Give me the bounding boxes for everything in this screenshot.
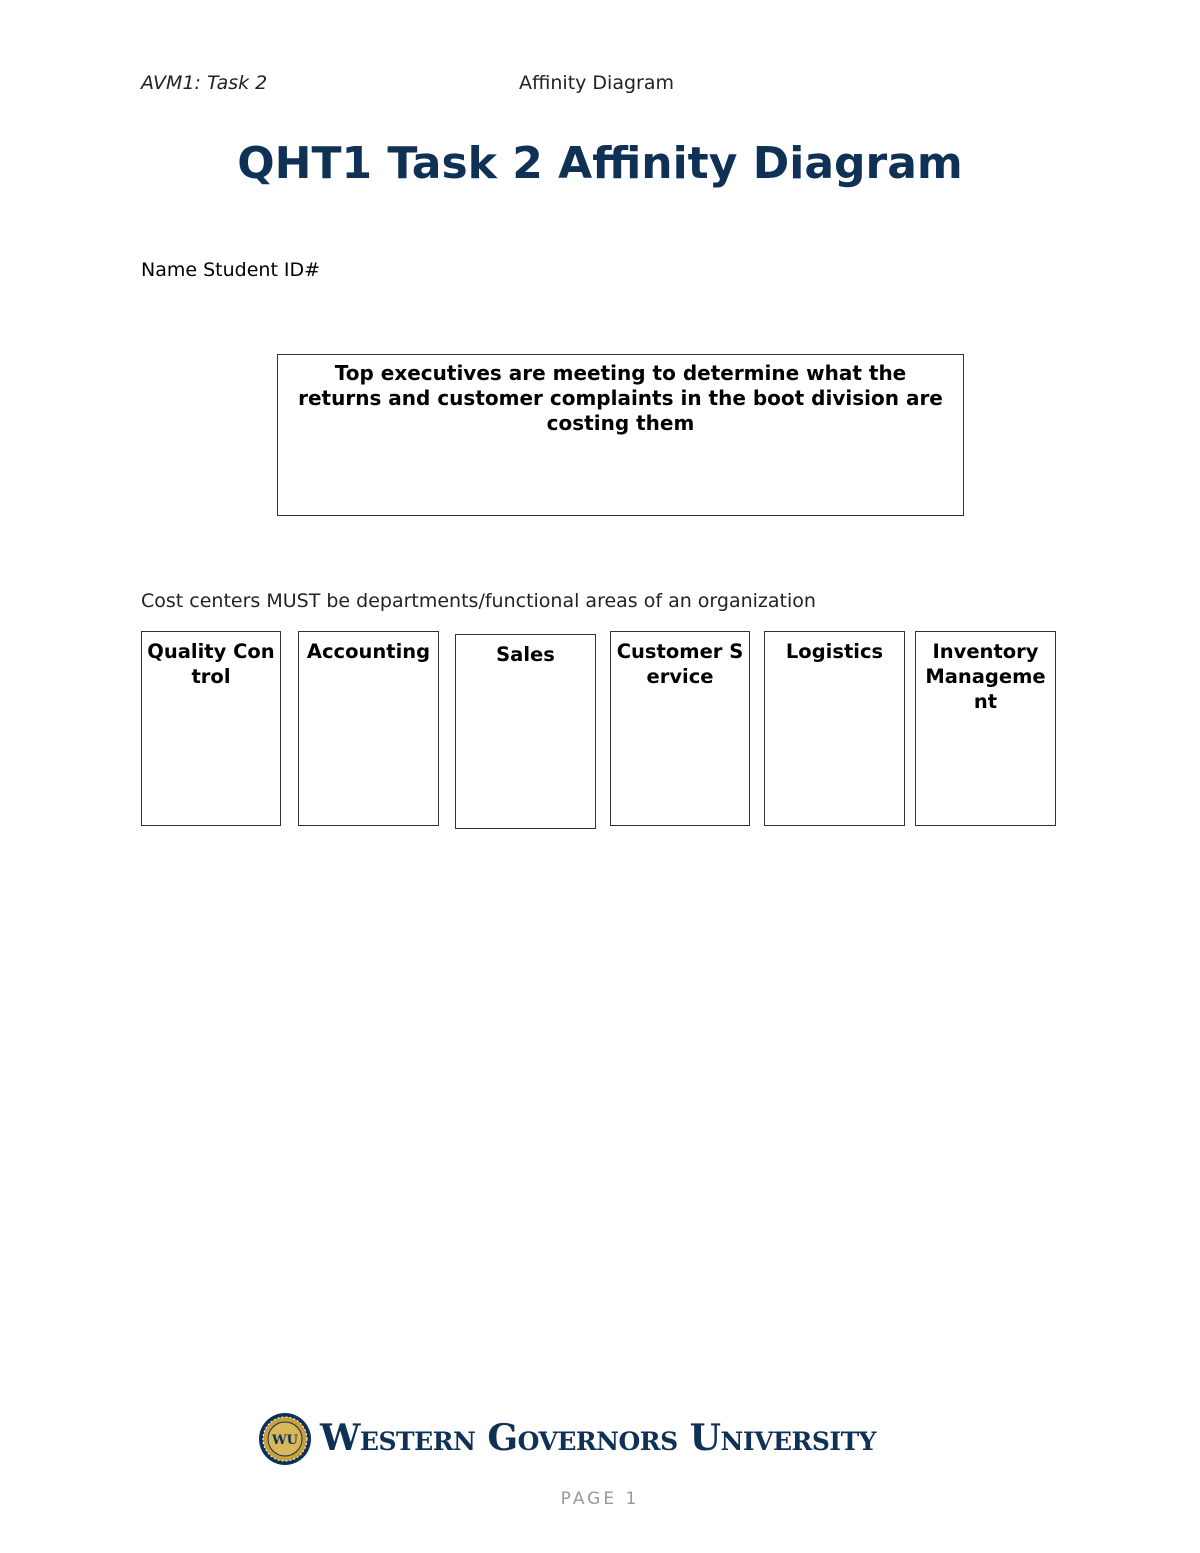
- document-title: QHT1 Task 2 Affinity Diagram: [237, 138, 963, 189]
- category-label: Sales: [496, 643, 555, 666]
- cost-centers-note: Cost centers MUST be departments/functional areas of an organization: [141, 590, 816, 612]
- category-label: Quality Control: [147, 640, 275, 688]
- topic-box: [277, 354, 964, 516]
- category-box-sales: [455, 634, 596, 829]
- category-label: Logistics: [785, 640, 884, 663]
- category-box-customer-service: [610, 631, 750, 826]
- header-doc-type-label: Affinity Diagram: [519, 72, 674, 94]
- page-number: PAGE 1: [560, 1489, 640, 1509]
- wgu-seal-icon: [258, 1412, 312, 1466]
- category-label: Customer Service: [616, 640, 744, 688]
- category-label: Accounting: [306, 640, 431, 663]
- topic-text: Top executives are meeting to determine what the returns and customer complaints in the boot division are costing them: [298, 361, 943, 435]
- wgu-logo-text: [320, 1417, 876, 1459]
- category-box-accounting: [298, 631, 439, 826]
- name-student-id-line: Name Student ID#: [141, 259, 321, 281]
- category-label: Inventory Management: [925, 640, 1046, 713]
- category-box-inventory-management: [915, 631, 1056, 826]
- category-box-logistics: [764, 631, 905, 826]
- header-course-label: AVM1: Task 2: [141, 72, 268, 94]
- svg-text:WU: WU: [272, 1433, 298, 1448]
- category-box-quality-control: [141, 631, 281, 826]
- wgu-logo-wordmark: Western Governors University: [320, 1417, 877, 1459]
- wgu-logo: [258, 1412, 908, 1470]
